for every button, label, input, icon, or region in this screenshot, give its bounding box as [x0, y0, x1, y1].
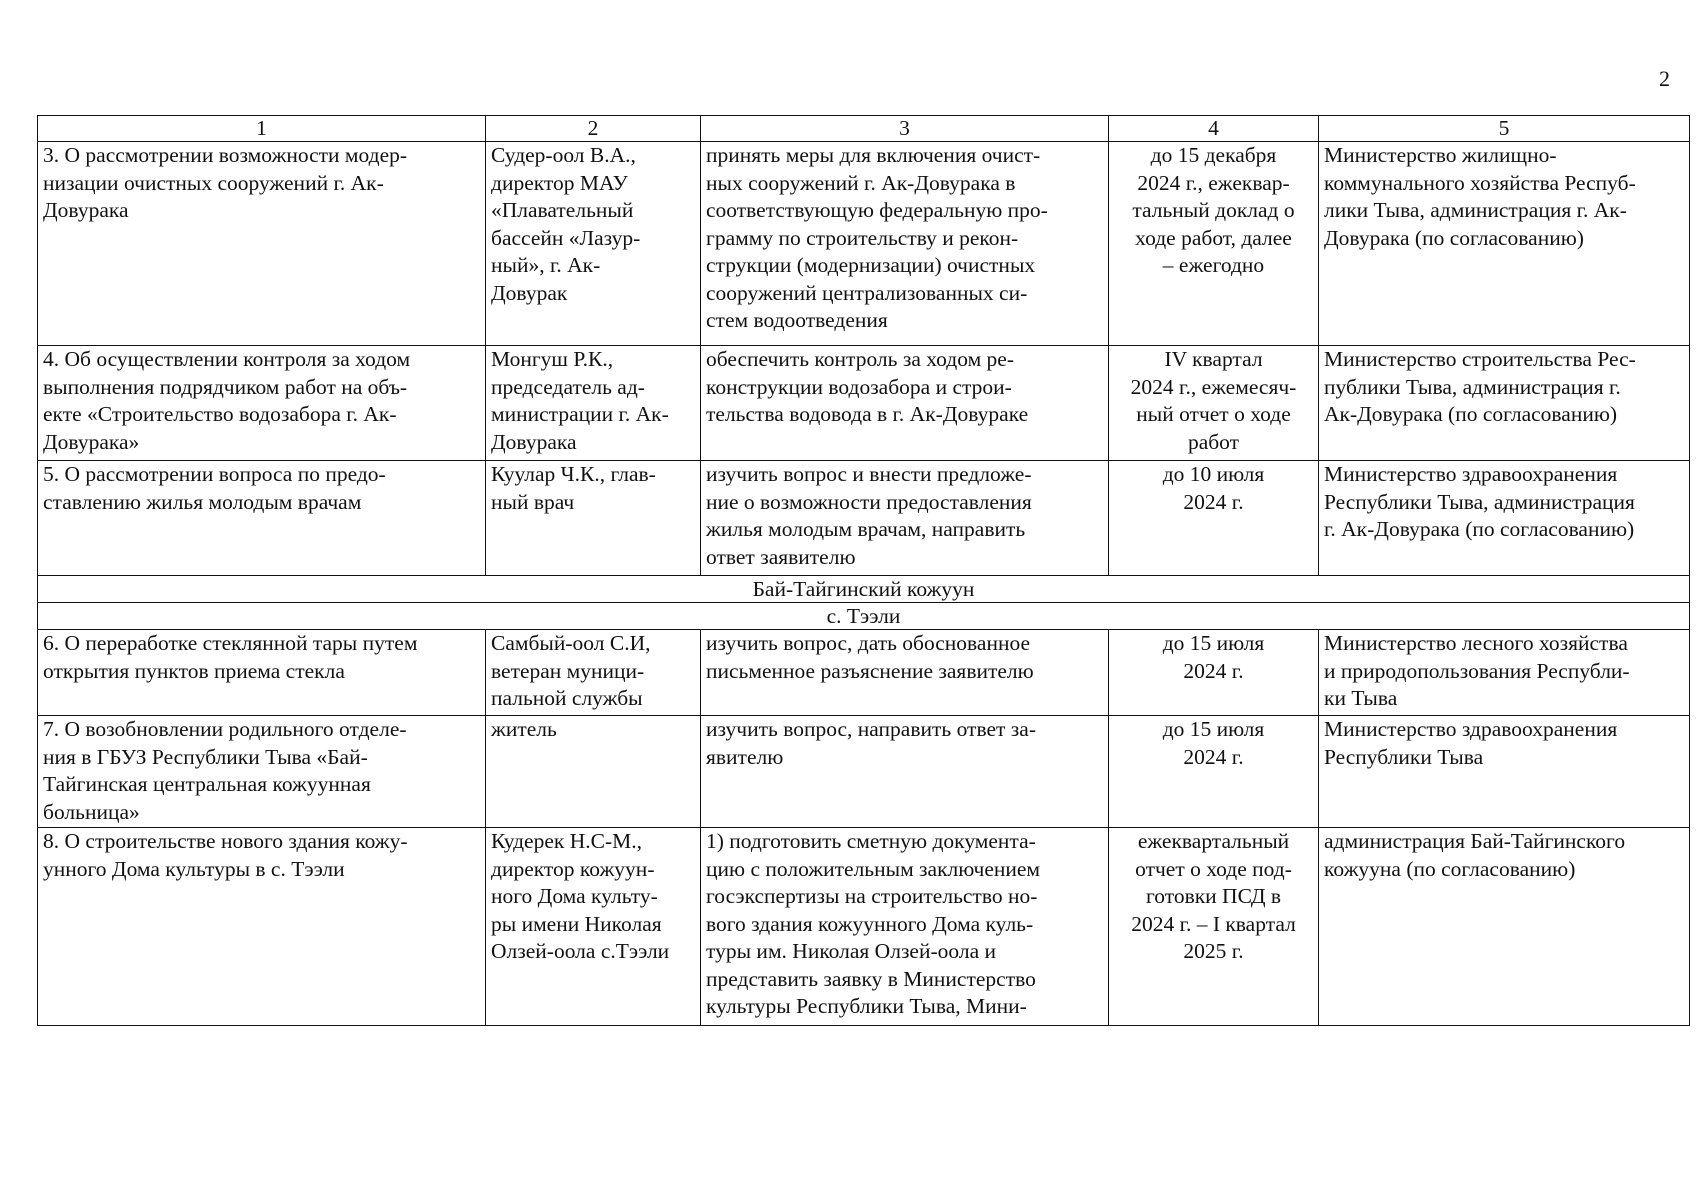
settlement-heading: с. Тээли [38, 603, 1690, 630]
applicant: Монгуш Р.К., председатель ад- министрации г. Ак- Довурака [486, 346, 701, 461]
issue-topic: 7. О возобновлении родильного отделе- ния в ГБУЗ Республики Тыва «Бай- Тайгинская центральная кожуунная больница» [38, 716, 486, 828]
column-number-1: 1 [38, 116, 486, 142]
column-number-row [38, 116, 1690, 142]
responsible-body: Министерство строительства Рес- публики Тыва, администрация г. Ак-Довурака (по согласованию) [1319, 346, 1690, 461]
responsible-body: Министерство жилищно- коммунального хозяйства Респуб- лики Тыва, администрация г. Ак- Довурака (по согласованию) [1319, 142, 1690, 346]
decisions-table [37, 115, 1690, 1026]
column-number-3: 3 [701, 116, 1109, 142]
district-heading: Бай-Тайгинский кожуун [38, 576, 1690, 603]
deadline: до 15 июля 2024 г. [1109, 630, 1319, 716]
issue-topic: 3. О рассмотрении возможности модер- низации очистных сооружений г. Ак- Довурака [38, 142, 486, 346]
deadline: ежеквартальный отчет о ходе под- готовки ПСД в 2024 г. – I квартал 2025 г. [1109, 828, 1319, 1026]
issue-topic: 8. О строительстве нового здания кожу- унного Дома культуры в с. Тээли [38, 828, 486, 1026]
required-action: изучить вопрос, дать обоснованное письменное разъяснение заявителю [701, 630, 1109, 716]
table-row [38, 716, 1690, 828]
required-action: 1) подготовить сметную документа- цию с положительным заключением госэкспертизы на строительство но- вого здания кожуунного Дома куль- туры им. Николая Олзей-оола и представить заявку в Министерство культуры Республики Тыва, Мини- [701, 828, 1109, 1026]
column-number-5: 5 [1319, 116, 1690, 142]
issue-topic: 5. О рассмотрении вопроса по предо- ставлению жилья молодым врачам [38, 461, 486, 576]
section-row-district [38, 576, 1690, 603]
issue-topic: 4. Об осуществлении контроля за ходом выполнения подрядчиком работ на объ- екте «Строительство водозабора г. Ак- Довурака» [38, 346, 486, 461]
required-action: изучить вопрос, направить ответ за- явителю [701, 716, 1109, 828]
table-row [38, 346, 1690, 461]
applicant: житель [486, 716, 701, 828]
required-action: изучить вопрос и внести предложе- ние о возможности предоставления жилья молодым врачам, направить ответ заявителю [701, 461, 1109, 576]
required-action: принять меры для включения очист- ных сооружений г. Ак-Довурака в соответствующую федеральную про- грамму по строительству и рекон- струкции (модернизации) очистных сооружений централизованных си- стем водоотведения [701, 142, 1109, 346]
column-number-4: 4 [1109, 116, 1319, 142]
table-row [38, 142, 1690, 346]
column-number-2: 2 [486, 116, 701, 142]
issue-topic: 6. О переработке стеклянной тары путем открытия пунктов приема стекла [38, 630, 486, 716]
table-row [38, 828, 1690, 1026]
deadline: до 15 декабря 2024 г., ежеквар- тальный доклад о ходе работ, далее – ежегодно [1109, 142, 1319, 346]
applicant: Куулар Ч.К., глав- ный врач [486, 461, 701, 576]
responsible-body: администрация Бай-Тайгинского кожууна (по согласованию) [1319, 828, 1690, 1026]
table-row [38, 461, 1690, 576]
deadline: до 10 июля 2024 г. [1109, 461, 1319, 576]
required-action: обеспечить контроль за ходом ре- конструкции водозабора и строи- тельства водовода в г. Ак-Довураке [701, 346, 1109, 461]
deadline: IV квартал 2024 г., ежемесяч- ный отчет о ходе работ [1109, 346, 1319, 461]
applicant: Судер-оол В.А., директор МАУ «Плавательный бассейн «Лазур- ный», г. Ак- Довурак [486, 142, 701, 346]
responsible-body: Министерство лесного хозяйства и природопользования Республи- ки Тыва [1319, 630, 1690, 716]
section-row-settlement [38, 603, 1690, 630]
applicant: Кудерек Н.С-М., директор кожуун- ного Дома культу- ры имени Николая Олзей-оола с.Тээли [486, 828, 701, 1026]
responsible-body: Министерство здравоохранения Республики Тыва [1319, 716, 1690, 828]
table-row [38, 630, 1690, 716]
applicant: Самбый-оол С.И, ветеран муници- пальной службы [486, 630, 701, 716]
responsible-body: Министерство здравоохранения Республики Тыва, администрация г. Ак-Довурака (по согласованию) [1319, 461, 1690, 576]
deadline: до 15 июля 2024 г. [1109, 716, 1319, 828]
page-number: 2 [1659, 66, 1670, 91]
